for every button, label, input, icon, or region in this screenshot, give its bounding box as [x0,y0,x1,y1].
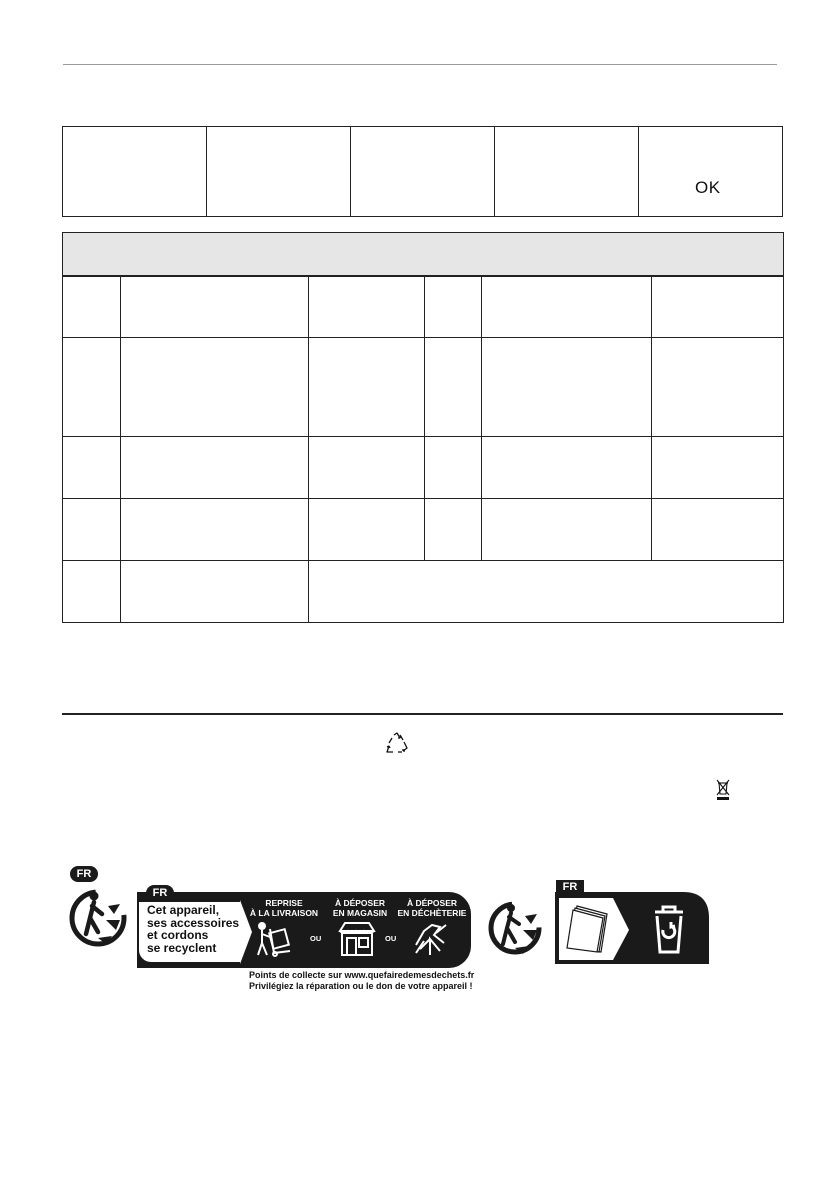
section-divider [62,713,783,715]
table-header-row [63,233,784,276]
fr-badge-inner: FR [146,885,174,901]
collection-option-label: À DÉPOSER EN DÉCHÈTERIE [397,898,467,918]
recycle-icon [384,731,410,757]
key-cell-1 [63,127,207,216]
waste-center-icon [410,921,450,957]
fr-badge: FR [556,880,584,894]
table-row [63,499,784,561]
table-row [63,561,784,623]
separator-or: OU [310,934,322,943]
delivery-trolley-icon [254,921,294,957]
table-row [63,276,784,338]
key-cell-2 [207,127,351,216]
top-divider [63,64,777,65]
triman-icon [487,888,553,960]
ok-key-label: OK [695,178,721,197]
collection-option-label: À DÉPOSER EN MAGASIN [332,898,388,918]
key-cell-3 [351,127,495,216]
settings-table [62,232,784,623]
recycling-message: Cet appareil, ses accessoires et cordons se recyclent [147,903,240,955]
triman-icon [68,866,138,951]
table-row [63,437,784,499]
table-row [63,338,784,437]
key-cell-5 [639,127,782,216]
collection-points-note: Points de collecte sur www.quefairedemesdechets.fr Privilégiez la réparation ou le don de votre appareil ! [249,970,475,991]
paper-recycling-panel [553,890,711,966]
fr-badge: FR [70,866,98,882]
key-cell-4 [495,127,639,216]
paper-icon [567,906,607,952]
collection-option-label: REPRISE À LA LIVRAISON [249,898,319,918]
key-table [62,126,783,217]
crossed-bin-icon [715,779,731,801]
shop-icon [337,921,377,957]
separator-or: OU [385,934,397,943]
